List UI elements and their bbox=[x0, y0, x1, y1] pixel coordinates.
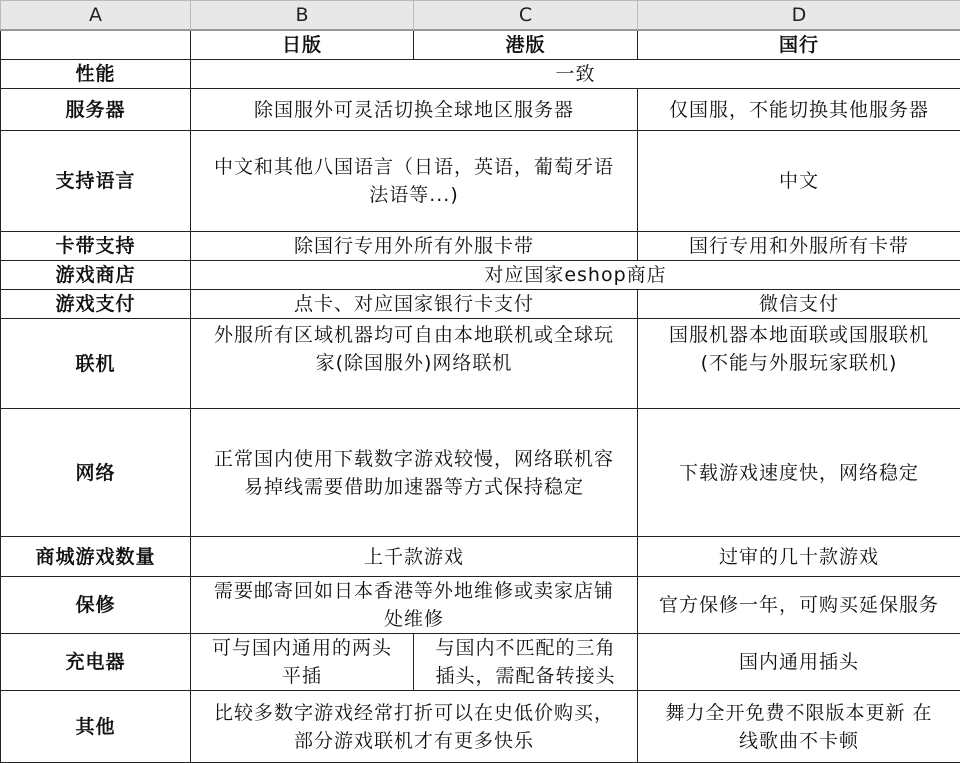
cell-china[interactable]: 国内通用插头 bbox=[638, 634, 960, 691]
cell-china[interactable]: 过审的几十款游戏 bbox=[638, 537, 960, 577]
column-header-d[interactable]: D bbox=[638, 1, 960, 31]
table-row bbox=[1, 537, 960, 577]
cell-empty[interactable] bbox=[1, 30, 191, 60]
header-hongkong[interactable]: 港版 bbox=[414, 30, 638, 60]
cell-jp-hk[interactable]: 中文和其他八国语言（日语，英语，葡萄牙语 法语等...) bbox=[191, 131, 638, 232]
cell-merged[interactable]: 一致 bbox=[191, 60, 960, 89]
table-row bbox=[1, 131, 960, 232]
header-china[interactable]: 国行 bbox=[638, 30, 960, 60]
row-label[interactable]: 游戏支付 bbox=[1, 290, 191, 319]
row-label[interactable]: 游戏商店 bbox=[1, 261, 191, 290]
row-label[interactable]: 充电器 bbox=[1, 634, 191, 691]
row-label[interactable]: 保修 bbox=[1, 577, 191, 634]
cell-jp-hk[interactable]: 正常国内使用下载数字游戏较慢，网络联机容 易掉线需要借助加速器等方式保持稳定 bbox=[191, 409, 638, 537]
cell-china[interactable]: 国行专用和外服所有卡带 bbox=[638, 232, 960, 261]
table-row bbox=[1, 634, 960, 691]
row-label[interactable]: 支持语言 bbox=[1, 131, 191, 232]
cell-jp-hk[interactable]: 上千款游戏 bbox=[191, 537, 638, 577]
row-label[interactable]: 其他 bbox=[1, 691, 191, 763]
version-header-row bbox=[1, 30, 960, 60]
column-header-a[interactable]: A bbox=[1, 1, 191, 31]
cell-china[interactable]: 下载游戏速度快，网络稳定 bbox=[638, 409, 960, 537]
row-label[interactable]: 商城游戏数量 bbox=[1, 537, 191, 577]
row-label[interactable]: 服务器 bbox=[1, 89, 191, 131]
column-header-c[interactable]: C bbox=[414, 1, 638, 31]
cell-merged[interactable]: 对应国家eshop商店 bbox=[191, 261, 960, 290]
table-row bbox=[1, 232, 960, 261]
column-header-row bbox=[1, 1, 960, 31]
cell-jp-hk[interactable]: 点卡、对应国家银行卡支付 bbox=[191, 290, 638, 319]
table-row bbox=[1, 261, 960, 290]
table-row bbox=[1, 577, 960, 634]
row-label[interactable]: 卡带支持 bbox=[1, 232, 191, 261]
table-row bbox=[1, 60, 960, 89]
cell-jp-hk[interactable]: 除国行专用外所有外服卡带 bbox=[191, 232, 638, 261]
cell-china[interactable]: 官方保修一年，可购买延保服务 bbox=[638, 577, 960, 634]
table-row bbox=[1, 691, 960, 763]
row-label[interactable]: 性能 bbox=[1, 60, 191, 89]
cell-china[interactable]: 微信支付 bbox=[638, 290, 960, 319]
cell-china[interactable]: 仅国服，不能切换其他服务器 bbox=[638, 89, 960, 131]
cell-jp-hk[interactable]: 除国服外可灵活切换全球地区服务器 bbox=[191, 89, 638, 131]
cell-jp-hk[interactable]: 外服所有区域机器均可自由本地联机或全球玩 家(除国服外)网络联机 bbox=[191, 319, 638, 409]
table-row bbox=[1, 290, 960, 319]
table-row bbox=[1, 409, 960, 537]
cell-china[interactable]: 舞力全开免费不限版本更新 在 线歌曲不卡顿 bbox=[638, 691, 960, 763]
table-row bbox=[1, 89, 960, 131]
cell-jp-hk[interactable]: 比较多数字游戏经常打折可以在史低价购买， 部分游戏联机才有更多快乐 bbox=[191, 691, 638, 763]
cell-hongkong[interactable]: 与国内不匹配的三角 插头，需配备转接头 bbox=[414, 634, 638, 691]
column-header-b[interactable]: B bbox=[191, 1, 414, 31]
row-label[interactable]: 联机 bbox=[1, 319, 191, 409]
row-label[interactable]: 网络 bbox=[1, 409, 191, 537]
cell-china[interactable]: 国服机器本地面联或国服联机 (不能与外服玩家联机) bbox=[638, 319, 960, 409]
cell-japan[interactable]: 可与国内通用的两头 平插 bbox=[191, 634, 414, 691]
header-japan[interactable]: 日版 bbox=[191, 30, 414, 60]
table-row bbox=[1, 319, 960, 409]
cell-jp-hk[interactable]: 需要邮寄回如日本香港等外地维修或卖家店铺 处维修 bbox=[191, 577, 638, 634]
cell-china[interactable]: 中文 bbox=[638, 131, 960, 232]
